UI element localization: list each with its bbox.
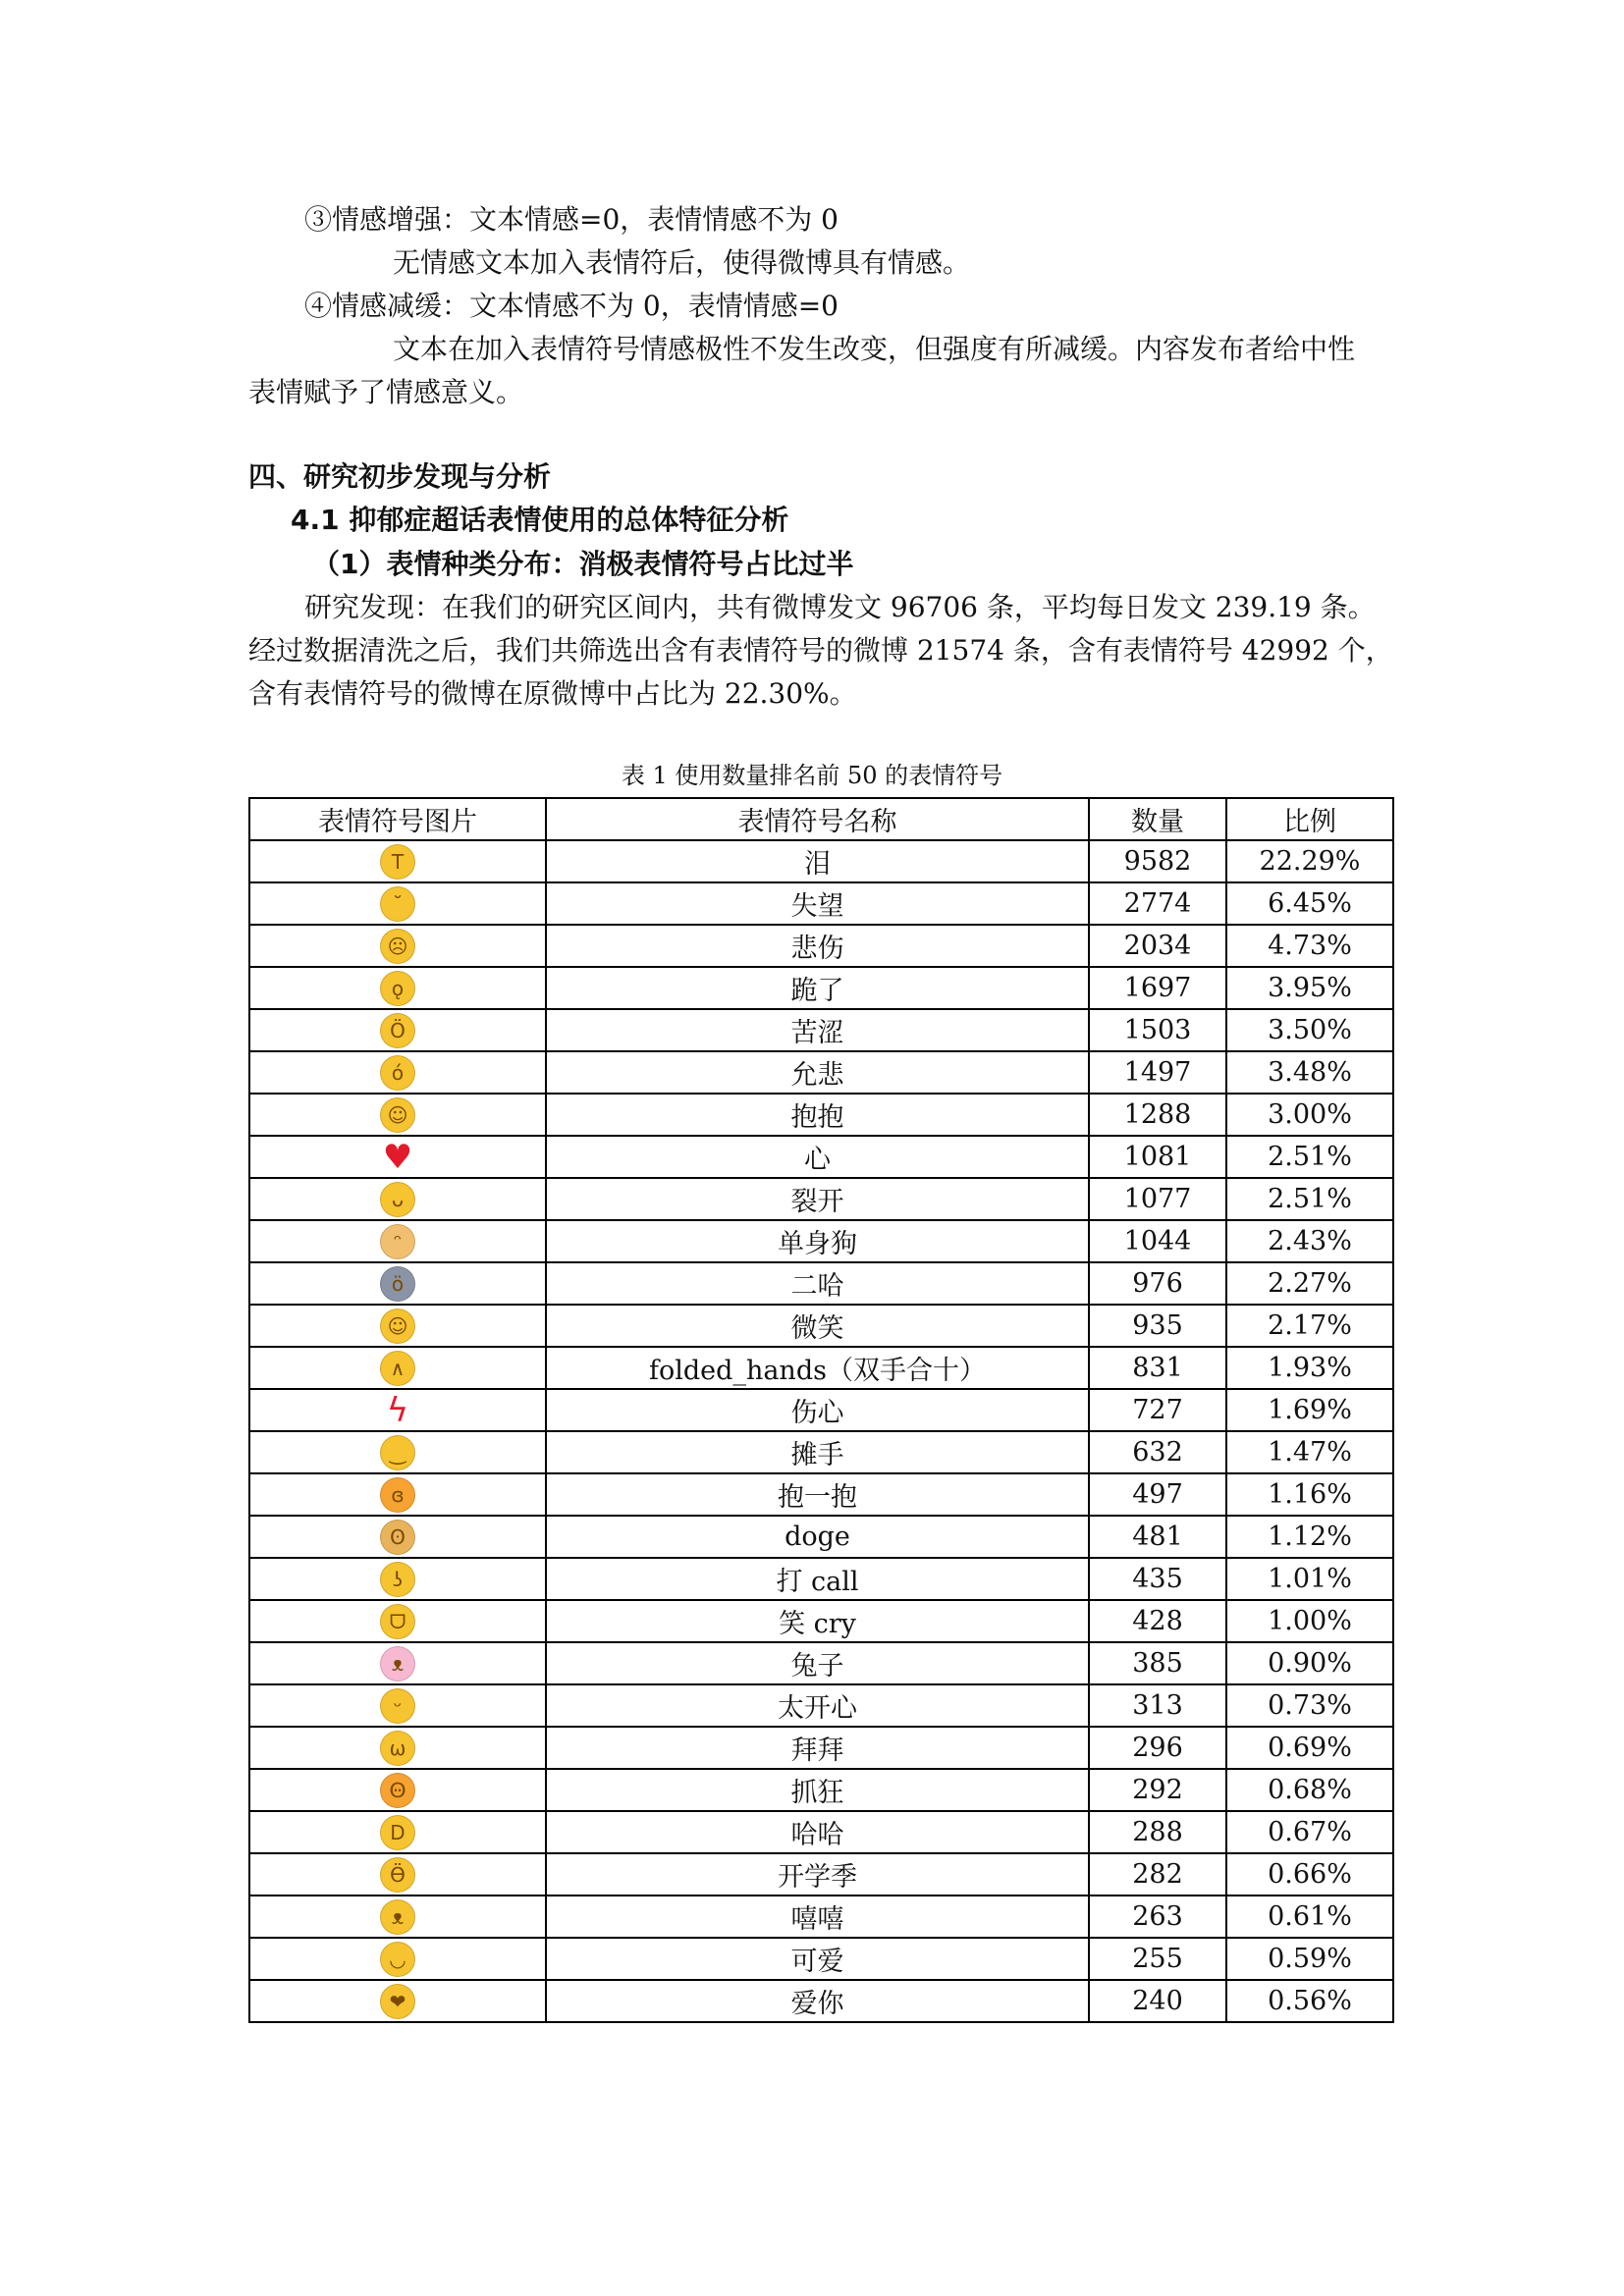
paragraph-enhance-desc: 无情感文本加入表情符后，使得微博具有情感。 [393,246,971,279]
emoji-name-cell: 抓狂 [546,1769,1089,1811]
emoji-name-cell: doge [546,1516,1089,1558]
table-row [249,1980,1393,2022]
subsection-title: 4.1 抑郁症超话表情使用的总体特征分析 [291,504,789,536]
emoji-count-cell: 1044 [1089,1220,1226,1262]
doge-icon: ʘ [380,1520,415,1555]
emoji-name-cell: 心 [546,1136,1089,1178]
emoji-image-cell [249,1684,546,1727]
emoji-image-cell [249,1009,546,1051]
table-row [249,1684,1393,1727]
emoji-name-cell: 失望 [546,882,1089,925]
emoji-count-cell: 831 [1089,1347,1226,1389]
emoji-name-cell: 摊手 [546,1431,1089,1473]
emoji-name-cell: 二哈 [546,1262,1089,1305]
emoji-image-cell [249,1727,546,1769]
paragraph-reduce-desc-1: 文本在加入表情符号情感极性不发生改变，但强度有所减缓。内容发布者给中性 [393,333,1356,365]
emoji-name-cell: 泪 [546,840,1089,882]
emoji-name-cell: 单身狗 [546,1220,1089,1262]
paragraph-emotion-reduce: ④情感减缓：文本情感不为 0，表情情感=0 [304,290,839,322]
emoji-ratio-cell: 2.51% [1226,1136,1393,1178]
emoji-ratio-cell: 2.27% [1226,1262,1393,1305]
broken-heart-icon: ϟ [386,1390,409,1430]
laugh-cry-face-icon: ᗜ [380,1604,415,1639]
table-row [249,1727,1393,1769]
emoji-image-cell [249,1178,546,1220]
emoji-name-cell: 允悲 [546,1051,1089,1094]
emoji-image-cell [249,1305,546,1347]
table-row [249,1853,1393,1896]
emoji-count-cell: 435 [1089,1558,1226,1600]
emoji-ratio-cell: 2.17% [1226,1305,1393,1347]
emoji-name-cell: 哈哈 [546,1811,1089,1853]
emoji-ratio-cell: 2.51% [1226,1178,1393,1220]
emoji-image-cell [249,1389,546,1431]
table-row [249,1938,1393,1980]
table-row [249,1642,1393,1684]
emoji-count-cell: 1077 [1089,1178,1226,1220]
emoji-ratio-cell: 4.73% [1226,925,1393,967]
emoji-ratio-cell: 3.48% [1226,1051,1393,1094]
emoji-image-cell [249,1600,546,1642]
emoji-ratio-cell: 0.67% [1226,1811,1393,1853]
crying-face-icon: T [380,844,415,880]
emoji-image-cell [249,967,546,1009]
table-row [249,840,1393,882]
emoji-ratio-cell: 22.29% [1226,840,1393,882]
header-count: 数量 [1089,798,1226,840]
emoji-count-cell: 497 [1089,1473,1226,1516]
emoji-count-cell: 1497 [1089,1051,1226,1094]
emoji-image-cell [249,1220,546,1262]
emoji-ratio-cell: 0.73% [1226,1684,1393,1727]
emoji-ratio-cell: 3.50% [1226,1009,1393,1051]
emoji-ratio-cell: 6.45% [1226,882,1393,925]
cracked-face-icon: ᴗ [380,1182,415,1217]
frantic-face-icon: Ꙫ [380,1773,415,1808]
smile-face-icon: ☺ [380,1308,415,1344]
emoji-ratio-cell: 0.59% [1226,1938,1393,1980]
emoji-image-cell [249,925,546,967]
emoji-count-cell: 240 [1089,1980,1226,2022]
body-text-2: 经过数据清洗之后，我们共筛选出含有表情符号的微博 21574 条，含有表情符号 42992 个， [248,634,1393,667]
emoji-ratio-cell: 0.90% [1226,1642,1393,1684]
table-row [249,1896,1393,1938]
table-row [249,967,1393,1009]
emoji-ratio-cell: 3.00% [1226,1094,1393,1136]
emoji-image-cell [249,1473,546,1516]
header-emoji-name: 表情符号名称 [546,798,1089,840]
emoji-count-cell: 428 [1089,1600,1226,1642]
emoji-image-cell [249,1136,546,1178]
bye-bye-face-icon: ω [380,1731,415,1766]
body-text-1: 研究发现：在我们的研究区间内，共有微博发文 96706 条，平均每日发文 239.19 条。 [304,591,1376,623]
call-cheer-icon: ʖ [380,1562,415,1597]
emoji-name-cell: 抱一抱 [546,1473,1089,1516]
emoji-image-cell [249,1896,546,1938]
shrug-figure-icon: ‿ [380,1435,415,1470]
emoji-name-cell: 裂开 [546,1178,1089,1220]
emoji-image-cell [249,1811,546,1853]
emoji-image-cell [249,1980,546,2022]
very-happy-face-icon: ᵕ [380,1688,415,1724]
table-header-row [249,798,1393,840]
emoji-count-cell: 296 [1089,1727,1226,1769]
emoji-image-cell [249,1853,546,1896]
table-row [249,882,1393,925]
haha-face-icon: D [380,1815,415,1850]
emoji-usage-table [248,797,1394,2023]
emoji-image-cell [249,1051,546,1094]
table-row [249,1516,1393,1558]
emoji-name-cell: 悲伤 [546,925,1089,967]
cute-face-icon: ◡ [380,1942,415,1977]
emoji-ratio-cell: 0.66% [1226,1853,1393,1896]
emoji-name-cell: 开学季 [546,1853,1089,1896]
emoji-ratio-cell: 0.69% [1226,1727,1393,1769]
table-row [249,1811,1393,1853]
emoji-name-cell: 兔子 [546,1642,1089,1684]
table-row [249,1051,1393,1094]
husky-dog-icon: ö [380,1266,415,1302]
emoji-image-cell [249,1431,546,1473]
emoji-name-cell: folded_hands（双手合十） [546,1347,1089,1389]
emoji-name-cell: 嘻嘻 [546,1896,1089,1938]
sad-face-icon: ☹ [380,929,415,964]
header-ratio: 比例 [1226,798,1393,840]
body-text-3: 含有表情符号的微博在原微博中占比为 22.30%。 [248,677,857,710]
emoji-count-cell: 1503 [1089,1009,1226,1051]
emoji-image-cell [249,1347,546,1389]
emoji-count-cell: 1288 [1089,1094,1226,1136]
emoji-count-cell: 255 [1089,1938,1226,1980]
emoji-image-cell [249,882,546,925]
table-row [249,1600,1393,1642]
emoji-count-cell: 2034 [1089,925,1226,967]
emoji-name-cell: 可爱 [546,1938,1089,1980]
emoji-ratio-cell: 1.69% [1226,1389,1393,1431]
disappointed-face-icon: ˘ [380,886,415,922]
table-row [249,1178,1393,1220]
school-season-face-icon: Ӫ [380,1857,415,1893]
kiss-love-face-icon: ❤ [380,1984,415,2019]
emoji-count-cell: 632 [1089,1431,1226,1473]
emoji-name-cell: 拜拜 [546,1727,1089,1769]
emoji-count-cell: 288 [1089,1811,1226,1853]
emoji-count-cell: 282 [1089,1853,1226,1896]
emoji-ratio-cell: 0.61% [1226,1896,1393,1938]
table-row [249,1473,1393,1516]
emoji-name-cell: 苦涩 [546,1009,1089,1051]
emoji-name-cell: 太开心 [546,1684,1089,1727]
grin-face-icon: ᴥ [380,1899,415,1935]
emoji-name-cell: 伤心 [546,1389,1089,1431]
subsubsection-title: （1）表情种类分布：消极表情符号占比过半 [312,548,854,580]
table-caption: 表 1 使用数量排名前 50 的表情符号 [621,762,1003,789]
emoji-name-cell: 抱抱 [546,1094,1089,1136]
paragraph-reduce-desc-2: 表情赋予了情感意义。 [248,376,524,408]
emoji-count-cell: 385 [1089,1642,1226,1684]
table-body [249,840,1393,2022]
emoji-ratio-cell: 1.00% [1226,1600,1393,1642]
table-row [249,1347,1393,1389]
bitter-crying-face-icon: Ӧ [380,1013,415,1048]
table-row [249,925,1393,967]
emoji-ratio-cell: 2.43% [1226,1220,1393,1262]
emoji-count-cell: 976 [1089,1262,1226,1305]
emoji-count-cell: 481 [1089,1516,1226,1558]
hug-face-icon: ɞ [380,1477,415,1513]
emoji-count-cell: 1081 [1089,1136,1226,1178]
table-row [249,1009,1393,1051]
table-row [249,1558,1393,1600]
table-row [249,1431,1393,1473]
table-row [249,1094,1393,1136]
emoji-count-cell: 935 [1089,1305,1226,1347]
emoji-ratio-cell: 1.12% [1226,1516,1393,1558]
emoji-name-cell: 打 call [546,1558,1089,1600]
section-title: 四、研究初步发现与分析 [248,460,552,493]
emoji-image-cell [249,1938,546,1980]
emoji-ratio-cell: 1.16% [1226,1473,1393,1516]
emoji-ratio-cell: 1.47% [1226,1431,1393,1473]
emoji-count-cell: 2774 [1089,882,1226,925]
emoji-count-cell: 9582 [1089,840,1226,882]
red-heart-icon: ♥ [382,1137,413,1177]
emoji-count-cell: 263 [1089,1896,1226,1938]
table-row [249,1389,1393,1431]
hug-figure-icon: ☺ [380,1097,415,1133]
single-dog-icon: ᵔ [380,1224,415,1259]
emoji-count-cell: 292 [1089,1769,1226,1811]
emoji-count-cell: 727 [1089,1389,1226,1431]
emoji-image-cell [249,1769,546,1811]
emoji-image-cell [249,1558,546,1600]
emoji-ratio-cell: 3.95% [1226,967,1393,1009]
lamenting-face-icon: ó [380,1055,415,1091]
kneeling-figure-icon: ǫ [380,971,415,1006]
paragraph-emotion-enhance: ③情感增强：文本情感=0，表情情感不为 0 [304,203,839,236]
emoji-count-cell: 1697 [1089,967,1226,1009]
emoji-name-cell: 跪了 [546,967,1089,1009]
folded-hands-icon: ∧ [380,1351,415,1386]
table-row [249,1769,1393,1811]
emoji-ratio-cell: 0.68% [1226,1769,1393,1811]
table-row [249,1220,1393,1262]
table-row [249,1262,1393,1305]
emoji-ratio-cell: 0.56% [1226,1980,1393,2022]
emoji-image-cell [249,1262,546,1305]
emoji-image-cell [249,840,546,882]
header-emoji-image: 表情符号图片 [249,798,546,840]
emoji-image-cell [249,1094,546,1136]
emoji-name-cell: 爱你 [546,1980,1089,2022]
table-row [249,1305,1393,1347]
emoji-ratio-cell: 1.93% [1226,1347,1393,1389]
emoji-ratio-cell: 1.01% [1226,1558,1393,1600]
bunny-icon: ᴥ [380,1646,415,1682]
emoji-name-cell: 笑 cry [546,1600,1089,1642]
emoji-image-cell [249,1642,546,1684]
table-row [249,1136,1393,1178]
emoji-name-cell: 微笑 [546,1305,1089,1347]
emoji-count-cell: 313 [1089,1684,1226,1727]
emoji-image-cell [249,1516,546,1558]
